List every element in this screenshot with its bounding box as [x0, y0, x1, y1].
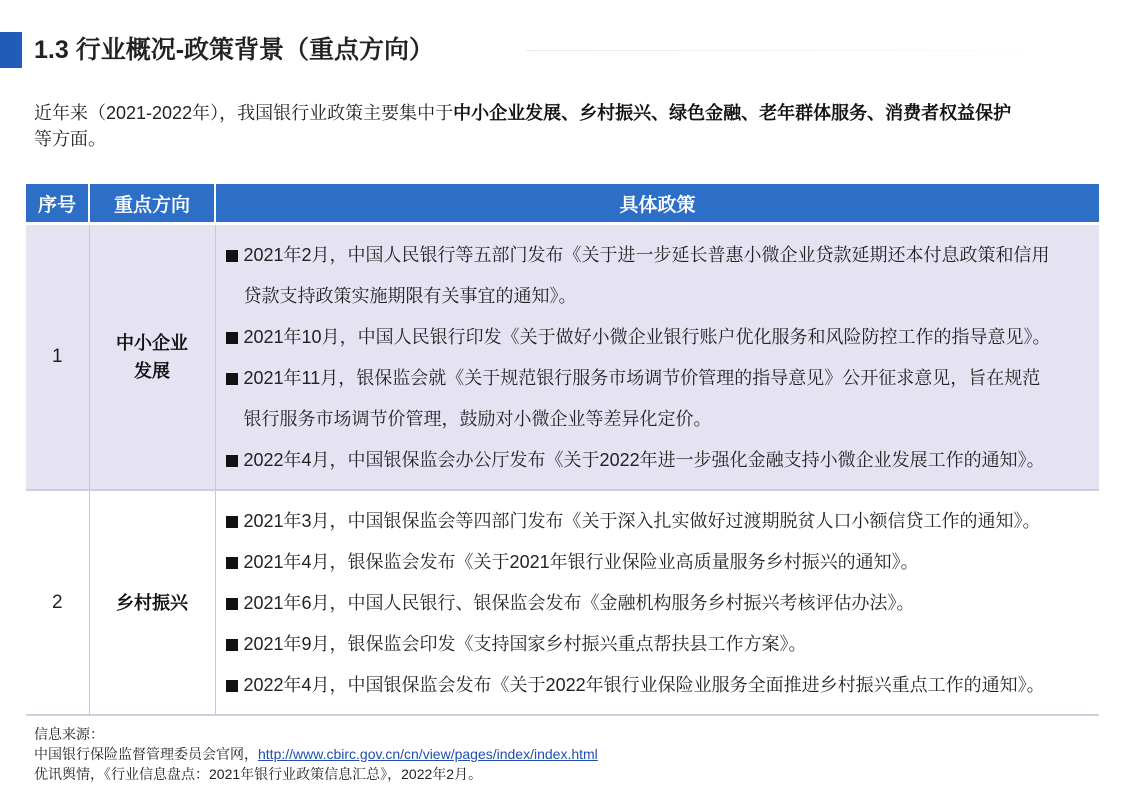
bullet-square-icon [226, 250, 238, 262]
row-index: 1 [26, 224, 89, 491]
source-note [34, 724, 598, 784]
intro-highlight: 中小企业发展、乡村振兴、绿色金融、老年群体服务、消费者权益保护 [453, 103, 1012, 123]
row-policies [215, 490, 1099, 715]
title-accent-block [0, 32, 22, 68]
page-title: 1.3 行业概况-政策背景（重点方向） [34, 36, 435, 64]
policy-table [26, 184, 1099, 716]
policy-item: 2022年4月，中国银保监会办公厅发布《关于2022年进一步强化金融支持小微企业发展工作的通知》。 [226, 440, 1090, 481]
policy-item: 2021年10月，中国人民银行印发《关于做好小微企业银行账户优化服务和风险防控工作的指导意见》。 [226, 317, 1090, 358]
bullet-square-icon [226, 680, 238, 692]
table-header-row [26, 184, 1099, 224]
policy-item: 2021年6月，中国人民银行、银保监会发布《金融机构服务乡村振兴考核评估办法》。 [226, 583, 1090, 624]
source-line-1-text: 中国银行保险监督管理委员会官网， [34, 746, 258, 762]
row-direction-label: 乡村振兴 [116, 592, 188, 613]
bullet-square-icon [226, 557, 238, 569]
row-direction [89, 224, 215, 491]
source-label: 信息来源： [34, 726, 104, 742]
header-direction: 重点方向 [89, 184, 215, 224]
bullet-square-icon [226, 332, 238, 344]
intro-prefix: 近年来（2021-2022年），我国银行业政策主要集中于 [34, 103, 454, 123]
policy-item: 2021年2月，中国人民银行等五部门发布《关于进一步延长普惠小微企业贷款延期还本付息政策和信用 贷款支持政策实施期限有关事宜的通知》。 [226, 235, 1090, 317]
policy-item: 2021年3月，中国银保监会等四部门发布《关于深入扎实做好过渡期脱贫人口小额信贷工作的通知》。 [226, 501, 1090, 542]
row-direction [89, 490, 215, 715]
intro-paragraph [34, 100, 1084, 152]
intro-suffix: 等方面。 [34, 129, 106, 149]
source-line-2: 优讯舆情，《行业信息盘点：2021年银行业政策信息汇总》，2022年2月。 [34, 766, 483, 782]
policy-item: 2021年9月，银保监会印发《支持国家乡村振兴重点帮扶县工作方案》。 [226, 624, 1090, 665]
row-index: 2 [26, 490, 89, 715]
bullet-square-icon [226, 639, 238, 651]
table-row [26, 490, 1099, 715]
header-policies: 具体政策 [215, 184, 1099, 224]
policy-item: 2022年4月，中国银保监会发布《关于2022年银行业保险业服务全面推进乡村振兴重点工作的通知》。 [226, 665, 1090, 706]
row-policies [215, 224, 1099, 491]
title-divider [526, 50, 1086, 51]
table-row [26, 224, 1099, 491]
source-link[interactable]: http://www.cbirc.gov.cn/cn/view/pages/index/index.html [258, 746, 598, 762]
bullet-square-icon [226, 516, 238, 528]
bullet-square-icon [226, 455, 238, 467]
row-direction-label: 中小企业发展 [116, 333, 188, 381]
title-bar [0, 28, 1122, 72]
source-line-1 [34, 744, 598, 764]
policy-item: 2021年11月，银保监会就《关于规范银行服务市场调节价管理的指导意见》公开征求意见，旨在规范 银行服务市场调节价管理，鼓励对小微企业等差异化定价。 [226, 358, 1090, 440]
policy-item: 2021年4月，银保监会发布《关于2021年银行业保险业高质量服务乡村振兴的通知》。 [226, 542, 1090, 583]
bullet-square-icon [226, 598, 238, 610]
header-index: 序号 [26, 184, 89, 224]
bullet-square-icon [226, 373, 238, 385]
